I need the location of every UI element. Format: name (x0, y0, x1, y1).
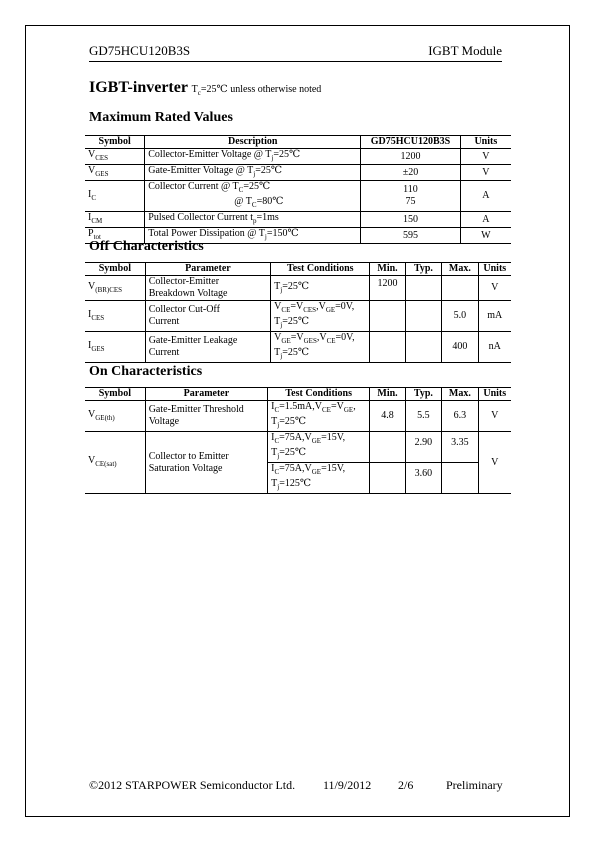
off-char-table (85, 262, 511, 363)
footer-page-number: 2/6 (398, 778, 414, 792)
section-title (89, 79, 321, 97)
page-header (89, 43, 502, 62)
off-char-heading: Off Characteristics (89, 239, 204, 254)
table-row: $I_C$ Collector Current @ $T_C=25℃$ @ $T_C=80℃$ 110 75 A (85, 181, 511, 212)
table-row: $V_{GES}$ Gate-Emitter Voltage @ $T_j=25℃$ ±20 V (85, 165, 511, 181)
table-row: $I_C=75A,V_{GE}=15V$, $T_j=125℃$ 3.60 (85, 463, 511, 494)
on-char-heading: On Characteristics (89, 364, 203, 379)
table-row: $V_{CES}$ Collector-Emitter Voltage @ $T_j=25℃$ 1200 V (85, 149, 511, 165)
table-row: $I_{CM}$ Pulsed Collector Current $t_p=1ms$ 150 A (85, 212, 511, 228)
footer-date: 11/9/2012 (323, 778, 372, 792)
footer-copyright: ©2012 STARPOWER Semiconductor Ltd. (89, 778, 296, 792)
table-row: $V_{CE(sat)}$ Collector to Emitter Saturation Voltage $I_C=75A,V_{GE}=15V$, $T_j=25℃$ 2.90 3.35 V (85, 432, 511, 463)
max-rated-table (85, 135, 511, 244)
title-condition: $T_c=25℃$ unless otherwise noted (191, 84, 322, 97)
table-header-row: Symbol Parameter Test Conditions Min. Typ. Max. Units (85, 263, 511, 276)
table-row: $V_{(BR)CES}$ Collector-Emitter Breakdown Voltage $T_j=25℃$ 1200 V (85, 276, 511, 301)
on-char-table (85, 387, 511, 494)
table-row: $V_{GE(th)}$ Gate-Emitter Threshold Voltage $I_C=1.5mA,V_{CE}=V_{GE}$, $T_j=25℃$ 4.8 5.5 6.3 V (85, 401, 511, 432)
table-row: $I_{GES}$ Gate-Emitter Leakage Current $V_{GE}=V_{GES},V_{CE}=0V$, $T_j=25℃$ 400 nA (85, 332, 511, 363)
table-row: $I_{CES}$ Collector Cut-Off Current $V_{CE}=V_{CES},V_{GE}=0V$, $T_j=25℃$ 5.0 mA (85, 301, 511, 332)
table-header-row: Symbol Parameter Test Conditions Min. Typ. Max. Units (85, 388, 511, 401)
table-row: $P_{tot}$ Total Power Dissipation @ $T_j=150℃$ 595 W (85, 228, 511, 244)
max-rated-heading: Maximum Rated Values (89, 110, 233, 125)
table-header-row: Symbol Description GD75HCU120B3S Units (85, 136, 511, 149)
footer-status: Preliminary (446, 778, 503, 792)
part-number: GD75HCU120B3S (89, 43, 191, 58)
title-main: IGBT-inverter (89, 79, 188, 96)
product-type: IGBT Module (428, 43, 502, 58)
